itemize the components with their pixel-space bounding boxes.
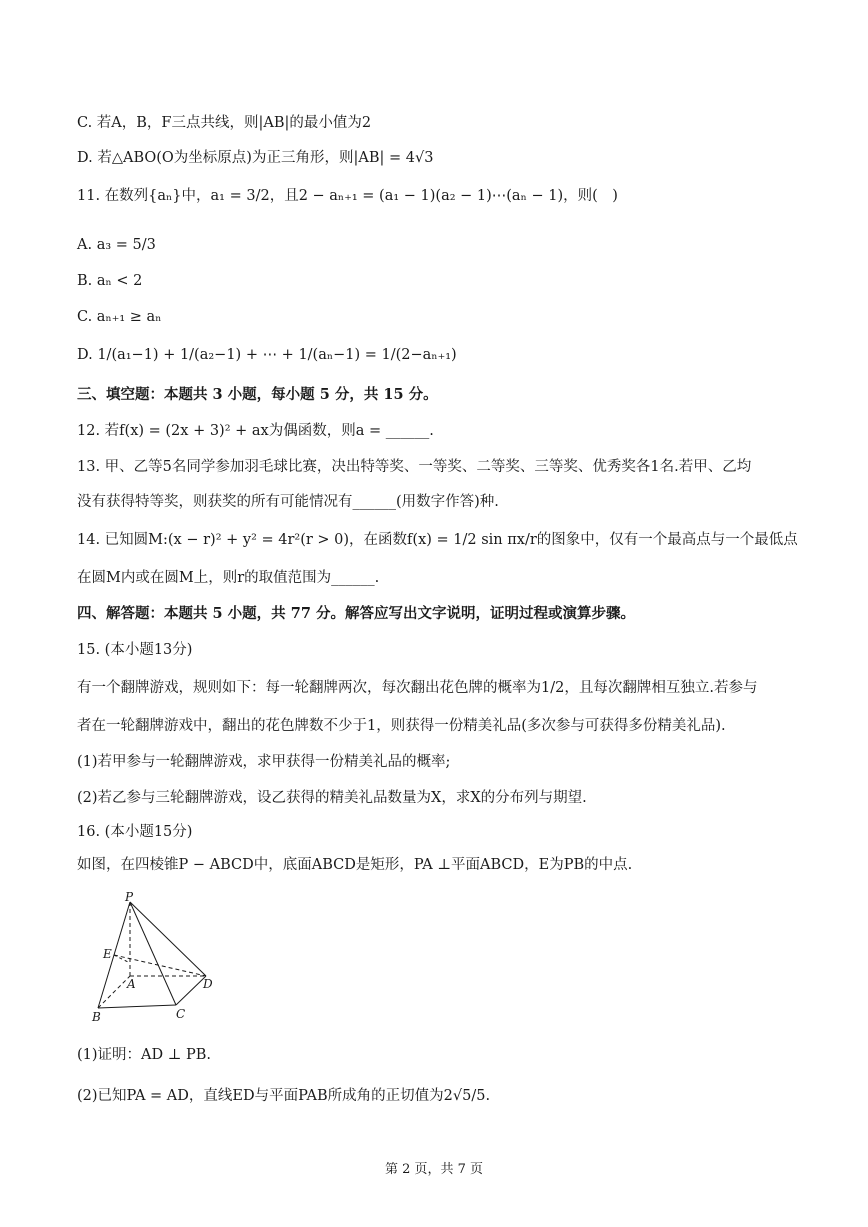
- page-footer: 第 2 页，共 7 页: [384, 1162, 484, 1177]
- q11-option-c: C. aₙ₊₁ ≥ aₙ: [77, 309, 162, 325]
- label-c: C: [176, 1007, 186, 1021]
- q16-part-2: (2)已知PA = AD，直线ED与平面PAB所成角的正切值为2√5/5.: [77, 1088, 491, 1104]
- q11-option-b: B. aₙ < 2: [77, 273, 143, 289]
- q10-option-c: C. 若A，B，F三点共线，则|AB|的最小值为2: [77, 115, 372, 131]
- edge-cd: [176, 976, 206, 1005]
- edge-e-inner: [114, 955, 130, 963]
- q13-line-1: 13. 甲、乙等5名同学参加羽毛球比赛，决出特等奖、一等奖、二等奖、三等奖、优秀奖各1名.若甲、乙均: [77, 459, 752, 475]
- q16-header: 16. (本小题15分): [77, 824, 193, 840]
- q16-part-1: (1)证明：AD ⊥ PB.: [77, 1047, 212, 1063]
- label-d: D: [203, 977, 213, 991]
- q11-stem: 11. 在数列{aₙ}中，a₁ = 3/2，且2 − aₙ₊₁ = (a₁ − 1)(a₂ − 1)⋯(aₙ − 1)，则( ): [77, 188, 618, 204]
- q14-line-1: 14. 已知圆M:(x − r)² + y² = 4r²(r > 0)，在函数f(x) = 1/2 sin πx/r的图象中，仅有一个最高点与一个最低点: [77, 532, 798, 548]
- q12-text: 12. 若f(x) = (2x + 3)² + ax为偶函数，则a = ______.: [77, 423, 434, 439]
- edge-pc: [130, 902, 176, 1005]
- q15-part-2: (2)若乙参与三轮翻牌游戏，设乙获得的精美礼品数量为X，求X的分布列与期望.: [77, 790, 587, 806]
- q14-line-2: 在圆M内或在圆M上，则r的取值范围为______.: [77, 570, 380, 586]
- q15-header: 15. (本小题13分): [77, 642, 193, 658]
- q13-line-2: 没有获得特等奖，则获奖的所有可能情况有______(用数字作答)种.: [77, 494, 499, 510]
- label-a: A: [127, 977, 136, 991]
- q11-option-d: D. 1/(a₁−1) + 1/(a₂−1) + ⋯ + 1/(aₙ−1) = 1/(2−aₙ₊₁): [77, 347, 457, 363]
- label-p: P: [125, 890, 134, 904]
- q16-line-1: 如图，在四棱锥P − ABCD中，底面ABCD是矩形，PA ⊥平面ABCD，E为PB的中点.: [77, 857, 633, 873]
- label-e: E: [103, 947, 112, 961]
- section-solution-heading: 四、解答题：本题共 5 小题，共 77 分。解答应写出文字说明，证明过程或演算步骤。: [77, 605, 635, 622]
- label-b: B: [92, 1010, 101, 1024]
- pyramid-figure: [90, 890, 230, 1030]
- edge-ed: [114, 955, 206, 976]
- q11-option-a: A. a₃ = 5/3: [77, 237, 156, 253]
- q10-option-d: D. 若△ABO(O为坐标原点)为正三角形，则|AB| = 4√3: [77, 150, 434, 166]
- edge-pd: [130, 902, 206, 976]
- section-fill-in-heading: 三、填空题：本题共 3 小题，每小题 5 分，共 15 分。: [77, 386, 438, 403]
- q15-part-1: (1)若甲参与一轮翻牌游戏，求甲获得一份精美礼品的概率;: [77, 754, 451, 770]
- edge-bc: [98, 1005, 176, 1008]
- q15-line-1: 有一个翻牌游戏，规则如下：每一轮翻牌两次，每次翻出花色牌的概率为1/2，且每次翻牌相互独立.若参与: [77, 680, 758, 696]
- q15-line-2: 者在一轮翻牌游戏中，翻出的花色牌数不少于1，则获得一份精美礼品(多次参与可获得多份精美礼品).: [77, 718, 726, 734]
